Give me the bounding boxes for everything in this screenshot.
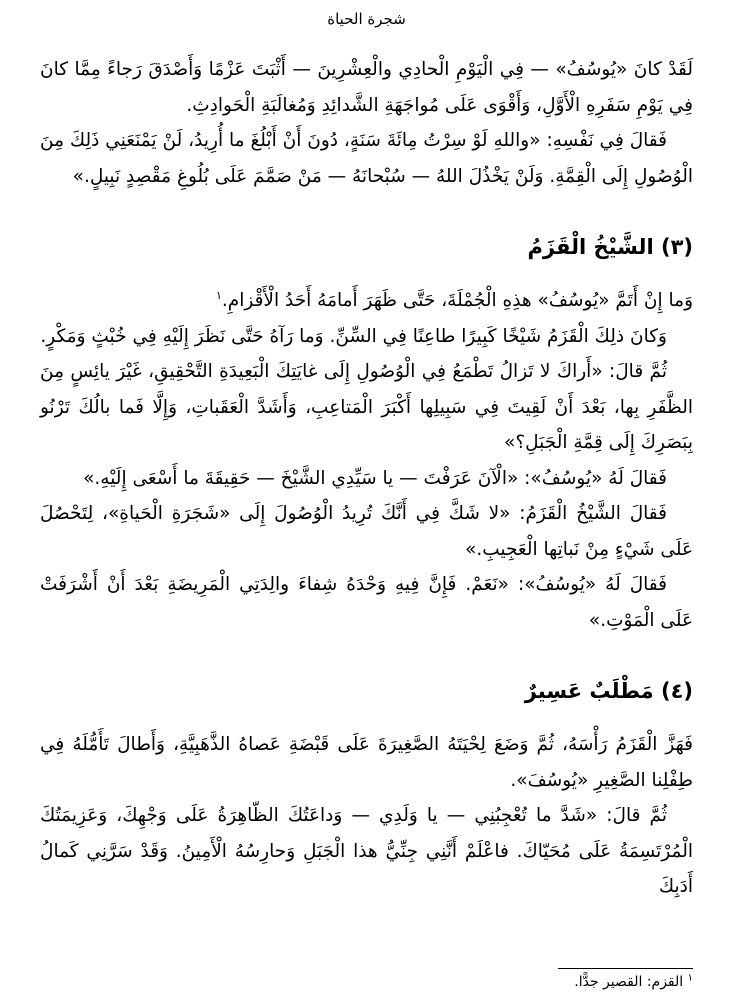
- paragraph-s4-2: ثُمَّ قالَ: «شَدَّ ما تُعْجِبُنِي — يا وَلَدِي — وَداعَتُكَ الظّاهِرَةُ عَلَى وَجْهِكَ، وَعَزِيمَتُكَ الْمُرْتَسِمَةُ عَلَى مُحَيّاكَ. فاعْلَمْ أَنَّنِي جِنِّيُّ هذا الْجَبَلِ وَحارِسُهُ الْأَمِينُ. وَقَدْ سَرَّنِي كَمالُ أَدَبِكَ: [40, 805, 693, 897]
- footnote: [574, 974, 693, 990]
- footnote-number: ١: [687, 972, 693, 984]
- running-header: شجرة الحياة: [327, 10, 406, 28]
- paragraph-s4-1: فَهَزَّ الْقَزَمُ رَأْسَهُ، ثُمَّ وَضَعَ لِحْيَتَهُ الصَّغِيرَةَ عَلَى قَبْضَةِ عَصاهُ الذَّهَبِيَّةِ، وَأَطالَ تَأَمُّلَهُ فِي طِفْلِنا الصَّغِيرِ «يُوسُفَ».: [40, 734, 693, 791]
- paragraph-intro-2: فَقالَ فِي نَفْسِهِ: «واللهِ لَوْ سِرْتُ مِائَةَ سَنَةٍ، دُونَ أَنْ أَبْلُغَ ما أُرِيدُ، لَنْ يَمْنَعَنِي ذَلِكَ مِنَ الْوُصُولِ إِلَى الْقِمَّةِ. وَلَنْ يَخْذُلَ اللهُ — سُبْحانَهُ — مَنْ صَمَّمَ عَلَى بُلُوغِ مَقْصِدٍ نَبِيلٍ.»: [40, 130, 693, 187]
- footnote-divider: [558, 968, 693, 969]
- footnote-reference: ١: [215, 288, 222, 302]
- paragraph-s3-5: فَقالَ الشَّيْخُ الْقَزَمُ: «لا شَكَّ فِي أَنَّكَ تُرِيدُ الْوُصُولَ إِلَى «شَجَرَةِ الْحَياةِ»، لِتَحْصُلَ عَلَى شَيْءٍ مِنْ نَباتِها الْعَجِيبِ.»: [40, 503, 693, 560]
- footnote-text: القزم: القصير جدًّا.: [574, 974, 684, 990]
- section-heading-4: (٤) مَطْلَبٌ عَسِيرٌ: [524, 679, 693, 703]
- section-heading-3: (٣) الشَّيْخُ الْقَزَمُ: [527, 235, 693, 259]
- paragraph-s3-1: [40, 283, 693, 319]
- paragraph-intro-1: لَقَدْ كانَ «يُوسُفُ» — فِي الْيَوْمِ الْحادِي والْعِشْرِينَ — أَثْبَتَ عَزْمًا وَأَصْدَقَ رَجاءً مِمَّا كانَ فِي يَوْمِ سَفَرِهِ الْأَوَّلِ، وَأَقْوَى عَلَى مُواجَهَةِ الشَّدائِدِ وَمُغالَبَةِ الْحَوادِثِ.: [40, 59, 693, 116]
- body-text: [40, 52, 693, 905]
- paragraph-s3-3: ثُمَّ قالَ: «أَراكَ لا تَزالُ تَطْمَعُ فِي الْوُصُولِ إِلَى غايَتِكَ الْبَعِيدَةِ التَّحْقِيقِ، غَيْرَ يائِسٍ مِنَ الظَّفَرِ بِها، بَعْدَ أَنْ لَقِيتَ فِي سَبِيلِها أَكْبَرَ الْمَتاعِبِ، وَأَشَدَّ الْعَقَباتِ، وَإِلَّا فَما بالُكَ تَرْنُو بِبَصَرِكَ إِلَى قِمَّةِ الْجَبَلِ؟»: [40, 361, 693, 453]
- paragraph-s3-4: فَقالَ لَهُ «يُوسُفُ»: «الْآنَ عَرَفْتَ — يا سَيِّدِي الشَّيْخَ — حَقِيقَةَ ما أَسْعَى إِلَيْهِ.»: [83, 467, 667, 489]
- paragraph-s3-2: وَكانَ ذلِكَ الْقَزَمُ شَيْخًا كَبِيرًا طاعِنًا فِي السِّنِّ. وَما رَآهُ حَتَّى نَظَرَ إِلَيْهِ فِي خُبْثٍ وَمَكْرٍ.: [40, 325, 667, 347]
- paragraph-s3-1-text: وَما إِنْ أَتَمَّ «يُوسُفُ» هذِهِ الْجُمْلَةَ، حَتَّى ظَهَرَ أَمامَهُ أَحَدُ الْأَقْزامِ.: [221, 290, 693, 311]
- paragraph-s3-6: فَقالَ لَهُ «يُوسُفُ»: «نَعَمْ. فَإِنَّ فِيهِ وَحْدَهُ شِفاءَ والِدَتِي الْمَرِيضَةِ بَعْدَ أَنْ أَشْرَفَتْ عَلَى الْمَوْتِ.»: [40, 574, 693, 631]
